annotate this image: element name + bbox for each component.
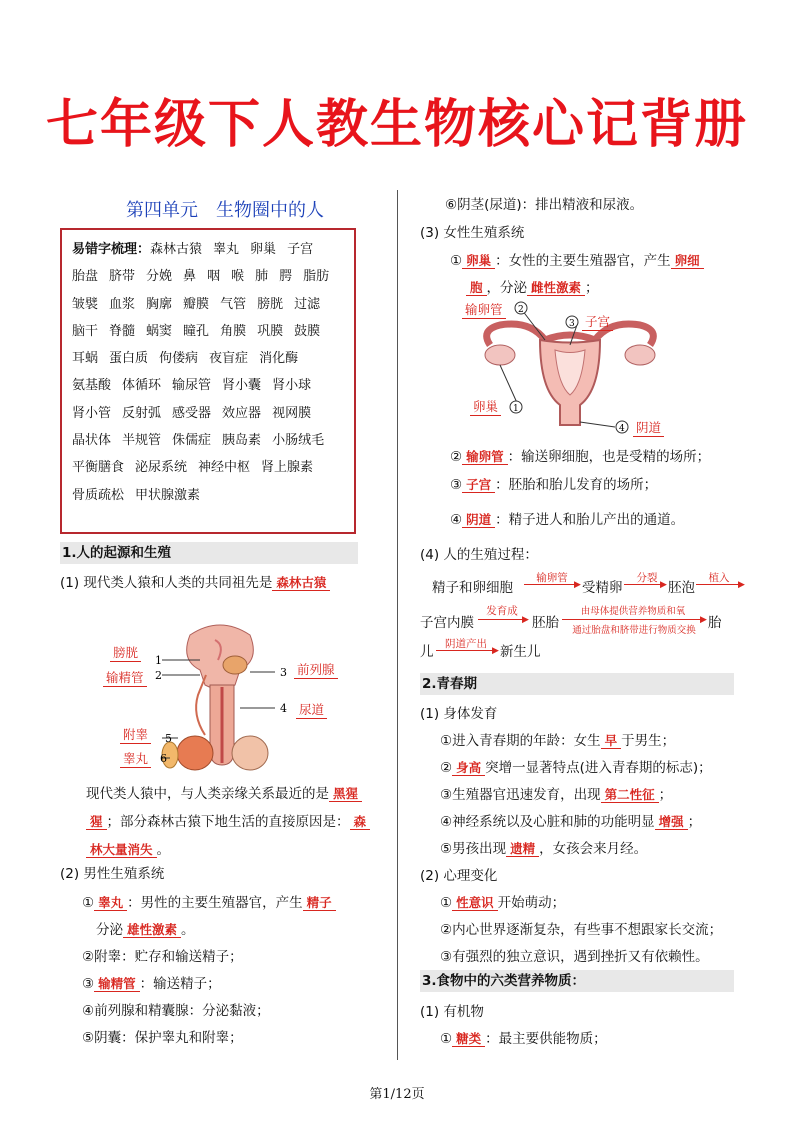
typo-word: 胸廓 — [146, 296, 173, 312]
typo-word: 泌尿系统 — [135, 460, 188, 476]
label-testis: 睾丸 — [120, 749, 151, 768]
typo-word: 鼓膜 — [294, 323, 321, 339]
female-marker-3: 3 — [569, 319, 575, 329]
typo-word: 皱襞 — [72, 296, 99, 312]
puberty-mind-title: (2) 心理变化 — [420, 868, 498, 884]
typo-word: 体循环 — [122, 378, 162, 394]
typo-word: 子宫 — [287, 242, 314, 257]
female-marker-4: 4 — [619, 424, 625, 434]
typo-word: 分娩 — [146, 269, 173, 285]
typo-word: 佝偻病 — [159, 351, 199, 367]
arrow-develop — [478, 619, 524, 620]
typo-word: 腭 — [279, 269, 293, 285]
process-title: (4) 人的生殖过程： — [420, 547, 538, 563]
typo-word: 神经中枢 — [198, 460, 251, 476]
male-item-6: ⑥阴茎(尿道)：排出精液和尿液。 — [445, 197, 644, 213]
female-marker-2: 2 — [518, 305, 524, 315]
unit-title: 第四单元 生物圈中的人 — [126, 200, 324, 221]
puberty-item-1: ①进入青春期的年龄：女生 早 于男生； — [440, 733, 676, 749]
male-item-1: ① 睾丸 ：男性的主要生殖器官，产生 精子 — [82, 891, 336, 911]
typo-word: 骨质疏松 — [72, 487, 125, 503]
mind-item-3: ③有强烈的独立意识，遇到挫折又有依赖性。 — [440, 949, 709, 965]
ape-paragraph: 现代类人猿中，与人类亲缘关系最近的是 黑猩 猩 ；部分森林古猿下地生活的直接原因是： 森 林大量消失 。 — [86, 780, 386, 864]
label-prostate: 前列腺 — [294, 660, 338, 679]
typo-word: 脊髓 — [109, 323, 136, 339]
typo-word: 卵巢 — [250, 242, 277, 257]
q1-line: (1) 现代类人猿和人类的共同祖先是 森林古猿 — [60, 571, 330, 591]
typo-word: 甲状腺激素 — [135, 487, 201, 503]
mind-item-2: ②内心世界逐渐复杂，有些事不想跟家长交流； — [440, 922, 723, 938]
typo-word: 蜗窦 — [146, 323, 173, 339]
marker-4: 4 — [280, 702, 287, 715]
typo-word: 平衡膳食 — [72, 460, 125, 476]
page-title: 七年级下人教生物核心记背册 — [45, 95, 748, 155]
section-puberty-title: 2.青春期 — [420, 673, 734, 695]
typo-box — [60, 228, 356, 534]
typo-word: 过滤 — [294, 296, 321, 312]
male-organ-illustration — [162, 625, 268, 770]
typo-word: 侏儒症 — [172, 433, 212, 449]
typo-word: 晶状体 — [72, 433, 112, 449]
puberty-item-3: ③生殖器官迅速发育，出现 第二性征 ； — [440, 787, 673, 803]
typo-word: 膀胱 — [257, 296, 284, 312]
typo-label: 易错字梳理： — [72, 242, 151, 257]
process-row-2: 子宫内膜 发育成 ▶ 胚胎 由母体提供营养物质和氧 ▶ 通过胎盘和脐带进行物质交换 胎 — [420, 605, 722, 636]
label-uterus: 子宫 — [582, 312, 613, 331]
reproduction-process-flow: 精子和卵细胞 输卵管 ▶ 受精卵 分裂 ▶ 胚泡 植入 ▶ — [432, 572, 745, 596]
arrow-oviduct — [524, 584, 576, 585]
label-vagina: 阴道 — [633, 418, 664, 437]
puberty-body-title: (1) 身体发育 — [420, 706, 498, 722]
arrow-divide — [624, 584, 662, 585]
marker-2: 2 — [155, 669, 162, 682]
typo-word: 巩膜 — [257, 323, 284, 339]
male-item-4: ④前列腺和精囊腺：分泌黏液； — [82, 1003, 270, 1019]
page-number: 第1/12页 — [369, 1087, 425, 1102]
typo-word: 耳蜗 — [72, 351, 99, 367]
arrow-nutrient — [562, 619, 704, 620]
male-item-2: ②附睾：贮存和输送精子； — [82, 949, 243, 965]
section-origin-title: 1.人的起源和生殖 — [60, 542, 358, 564]
puberty-item-2: ② 身高 突增一显著特点(进入青春期的标志)； — [440, 760, 712, 776]
typo-word: 半规管 — [122, 433, 162, 449]
arrow-birth — [436, 650, 496, 651]
female-item-3: ③ 子宫 ：胚胎和胎儿发育的场所； — [450, 477, 658, 493]
puberty-item-4: ④神经系统以及心脏和肺的功能明显 增强 ； — [440, 814, 702, 830]
typo-word: 鼻 — [183, 269, 197, 285]
typo-word: 肾上腺素 — [261, 460, 314, 476]
female-item-1: ① 卵巢 ：女性的主要生殖器官，产生 卵细 — [450, 249, 704, 269]
section-nutrients-title: 3.食物中的六类营养物质： — [420, 970, 734, 992]
typo-word: 睾丸 — [213, 242, 240, 257]
female-item-2: ② 输卵管 ：输送卵细胞，也是受精的场所； — [450, 449, 711, 465]
mind-item-1: ① 性意识 开始萌动； — [440, 895, 566, 911]
typo-word: 小肠绒毛 — [272, 433, 325, 449]
male-item-5: ⑤阴囊：保护睾丸和附睾； — [82, 1030, 243, 1046]
typo-word: 血浆 — [109, 296, 136, 312]
label-urethra: 尿道 — [296, 700, 327, 719]
typo-word: 感受器 — [172, 405, 212, 421]
typo-word: 脐带 — [109, 269, 136, 285]
answer-ancestor: 森林古猿 — [272, 575, 330, 591]
organic-item-1: ① 糖类 ：最主要供能物质； — [440, 1031, 607, 1047]
female-system-title: (3) 女性生殖系统 — [420, 225, 525, 241]
label-epididymis: 附睾 — [120, 725, 151, 744]
typo-word: 反射弧 — [122, 405, 162, 421]
label-ovary: 卵巢 — [470, 397, 501, 416]
typo-word: 气管 — [220, 296, 247, 312]
label-bladder: 膀胱 — [110, 643, 141, 662]
label-oviduct: 输卵管 — [462, 300, 506, 319]
arrow-implant — [696, 584, 742, 585]
marker-5: 5 — [165, 732, 172, 745]
typo-word: 消化酶 — [259, 351, 299, 367]
typo-word: 蛋白质 — [109, 351, 149, 367]
typo-word: 胰岛素 — [222, 433, 262, 449]
typo-word: 胎盘 — [72, 269, 99, 285]
typo-word: 夜盲症 — [209, 351, 249, 367]
typo-word: 肾小球 — [272, 378, 312, 394]
typo-word: 肾小囊 — [222, 378, 262, 394]
typo-word: 氨基酸 — [72, 378, 112, 394]
female-marker-1: 1 — [513, 404, 519, 414]
typo-word: 森林古猿 — [150, 242, 203, 257]
marker-6: 6 — [160, 752, 167, 765]
typo-word: 喉 — [231, 269, 245, 285]
process-row-3: 儿 阴道产出 ▶ 新生儿 — [420, 638, 541, 660]
typo-word: 输尿管 — [172, 378, 212, 394]
male-item-3: ③ 输精管 ：输送精子； — [82, 976, 221, 992]
typo-word: 效应器 — [222, 405, 262, 421]
organic-title: (1) 有机物 — [420, 1004, 484, 1020]
female-item-1-cont: 胞 ，分泌 雌性激素 ； — [466, 276, 599, 296]
typo-word: 视网膜 — [272, 405, 312, 421]
male-item-1-cont: 分泌 雄性激素 。 — [96, 922, 195, 938]
typo-word: 肾小管 — [72, 405, 112, 421]
typo-word: 瓣膜 — [183, 296, 210, 312]
typo-word-list — [72, 242, 340, 503]
column-divider — [397, 190, 398, 1060]
puberty-item-5: ⑤男孩出现 遗精 ，女孩会来月经。 — [440, 841, 648, 857]
label-vas-deferens: 输精管 — [103, 668, 147, 687]
male-system-title: (2) 男性生殖系统 — [60, 866, 165, 882]
marker-1: 1 — [155, 654, 162, 667]
typo-word: 脂肪 — [303, 269, 330, 285]
typo-word: 肺 — [255, 269, 269, 285]
typo-word: 瞳孔 — [183, 323, 210, 339]
female-item-4: ④ 阴道 ：精子进人和胎儿产出的通道。 — [450, 512, 685, 528]
typo-word: 咽 — [207, 269, 221, 285]
typo-word: 脑干 — [72, 323, 99, 339]
typo-word: 角膜 — [220, 323, 247, 339]
marker-3: 3 — [280, 666, 287, 679]
